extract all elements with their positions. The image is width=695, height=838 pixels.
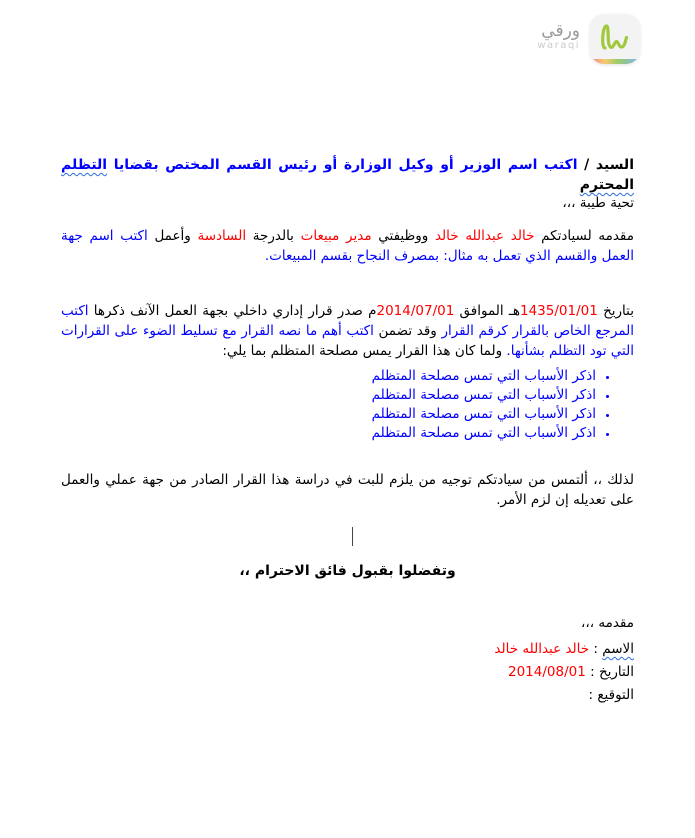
logo-wordmark-latin: waraqi <box>537 39 580 51</box>
text-segment: اكتب المرجع الخاص بالقرار كرقم القرار <box>61 302 635 339</box>
salutation-line <box>61 155 634 195</box>
reason-item: • اذكر الأسباب التي تمس مصلحة المتظلم <box>61 367 596 386</box>
request-paragraph: لذلك ،، ألتمس من سيادتكم توجيه من يلزم للبت في دراسة هذا القرار الصادر من جهة عملي والعمل على تعديله إن لزم الأمر. <box>61 471 634 508</box>
name-label: الاسم <box>602 641 634 657</box>
text-segment: بالدرجة <box>246 227 301 244</box>
text-segment: وأعمل <box>147 227 198 244</box>
reasons-list <box>61 367 596 443</box>
text-segment: بتاريخ <box>597 302 635 319</box>
date-value: 2014/08/01 <box>508 664 586 680</box>
text-segment: اكتب أهم ما نصه القرار مع تسليط الضوء على القرارات التي تود التظلم بشأنها. <box>61 322 634 359</box>
text-segment: السادسة <box>197 227 247 244</box>
name-value: خالد عبدالله خالد <box>494 641 590 657</box>
text-segment: ولما كان هذا القرار يمس مصلحة المتظلم بما يلي: <box>222 342 507 359</box>
intro-paragraph <box>61 226 634 266</box>
reason-item: • اذكر الأسباب التي تمس مصلحة المتظلم <box>61 424 596 443</box>
text-cursor <box>352 527 353 546</box>
text-segment: وقد تضمن <box>373 322 437 339</box>
name-separator: : <box>589 641 603 657</box>
text-segment: السيد / <box>577 157 634 173</box>
reason-item: • اذكر الأسباب التي تمس مصلحة المتظلم <box>61 386 596 405</box>
text-segment: 2014/07/01 <box>376 302 455 319</box>
logo-wordmark-arabic: ورقي <box>541 20 580 41</box>
text-segment: م صدر قرار إداري داخلي بجهة العمل الآنف ذكرها <box>88 302 377 319</box>
signature-date-line <box>61 661 634 684</box>
text-segment: اكتب اسم جهة العمل والقسم الذي تعمل به مثال: بمصرف النجاح بقسم المبيعات. <box>61 227 634 264</box>
text-segment: مقدمه لسيادتكم <box>534 227 634 244</box>
reason-item: • اذكر الأسباب التي تمس مصلحة المتظلم <box>61 405 596 424</box>
greeting-line: تحية طيبة ،،، <box>562 194 634 211</box>
text-segment: اكتب اسم الوزير أو وكيل الوزارة أو رئيس القسم المختص بقضايا <box>107 157 578 173</box>
text-segment: هـ الموافق <box>454 302 520 319</box>
text-segment: خالد عبدالله خالد <box>434 227 535 244</box>
closing-line: وتفضلوا بقبول فائق الاحترام ،، <box>239 563 456 579</box>
text-segment: مدير مبيعات <box>300 227 372 244</box>
sign-label: التوقيع : <box>588 687 634 703</box>
text-segment: ووظيفتي <box>371 227 435 244</box>
signature-sign-line <box>61 684 634 707</box>
decision-paragraph <box>61 301 634 361</box>
text-segment: 1435/01/01 <box>520 302 598 319</box>
text-segment: المحترم <box>579 177 634 193</box>
text-segment: التظلم <box>61 157 108 173</box>
date-label: التاريخ : <box>585 664 634 680</box>
signature-block <box>61 638 634 707</box>
signature-name-line <box>61 638 634 661</box>
submitted-by-line: مقدمه ،،، <box>581 614 634 631</box>
